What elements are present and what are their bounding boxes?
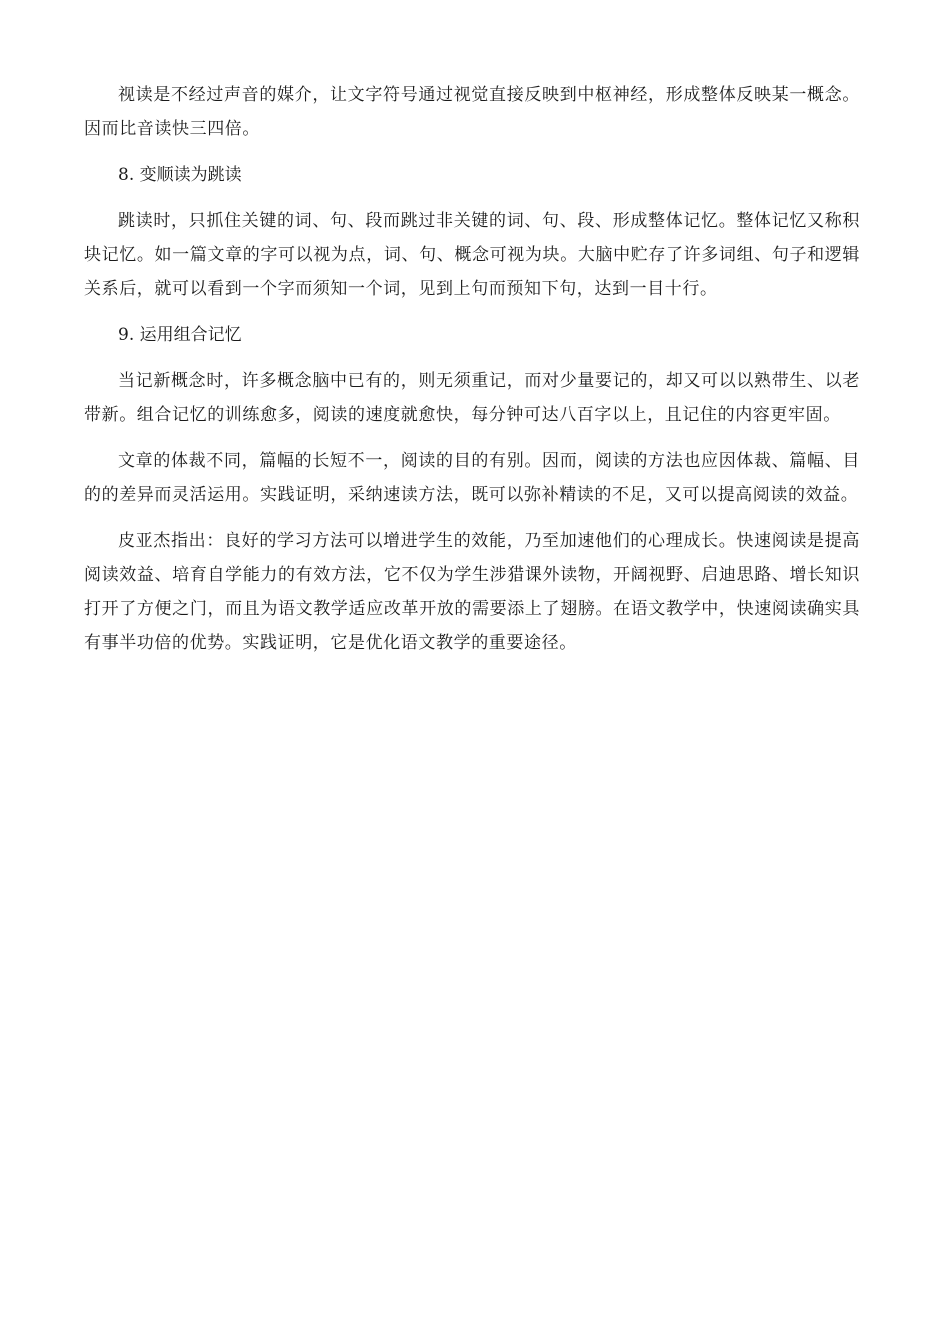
paragraph-visual-reading: 视读是不经过声音的媒介，让文字符号通过视觉直接反映到中枢神经，形成整体反映某一概念。因而比音读快三四倍。 — [84, 85, 860, 139]
section-heading-combined-memory: 9. 运用组合记忆 — [118, 325, 242, 345]
paragraph-piaget-conclusion: 皮亚杰指出：良好的学习方法可以增进学生的效能，乃至加速他们的心理成长。快速阅读是提高阅读效益、培育自学能力的有效方法，它不仅为学生涉猎课外读物，开阔视野、启迪思路、增长知识打开了方便之门，而且为语文教学适应改革开放的需要添上了翅膀。在语文教学中，快速阅读确实具有事半功倍的优势。实践证明，它是优化语文教学的重要途径。 — [84, 531, 860, 653]
document-body — [84, 78, 860, 672]
paragraph-skip-reading: 跳读时，只抓住关键的词、句、段而跳过非关键的词、句、段、形成整体记忆。整体记忆又称积块记忆。如一篇文章的字可以视为点，词、句、概念可视为块。大脑中贮存了许多词组、句子和逻辑关系后，就可以看到一个字而须知一个词，见到上句而预知下句，达到一目十行。 — [84, 211, 860, 299]
paragraph-combined-memory: 当记新概念时，许多概念脑中已有的，则无须重记，而对少量要记的，却又可以以熟带生、以老带新。组合记忆的训练愈多，阅读的速度就愈快，每分钟可达八百字以上，且记住的内容更牢固。 — [84, 371, 860, 425]
section-heading-skip-reading: 8. 变顺读为跳读 — [118, 165, 242, 185]
paragraph-reading-methods: 文章的体裁不同，篇幅的长短不一，阅读的目的有别。因而，阅读的方法也应因体裁、篇幅、目的的差异而灵活运用。实践证明，采纳速读方法，既可以弥补精读的不足，又可以提高阅读的效益。 — [84, 451, 860, 505]
